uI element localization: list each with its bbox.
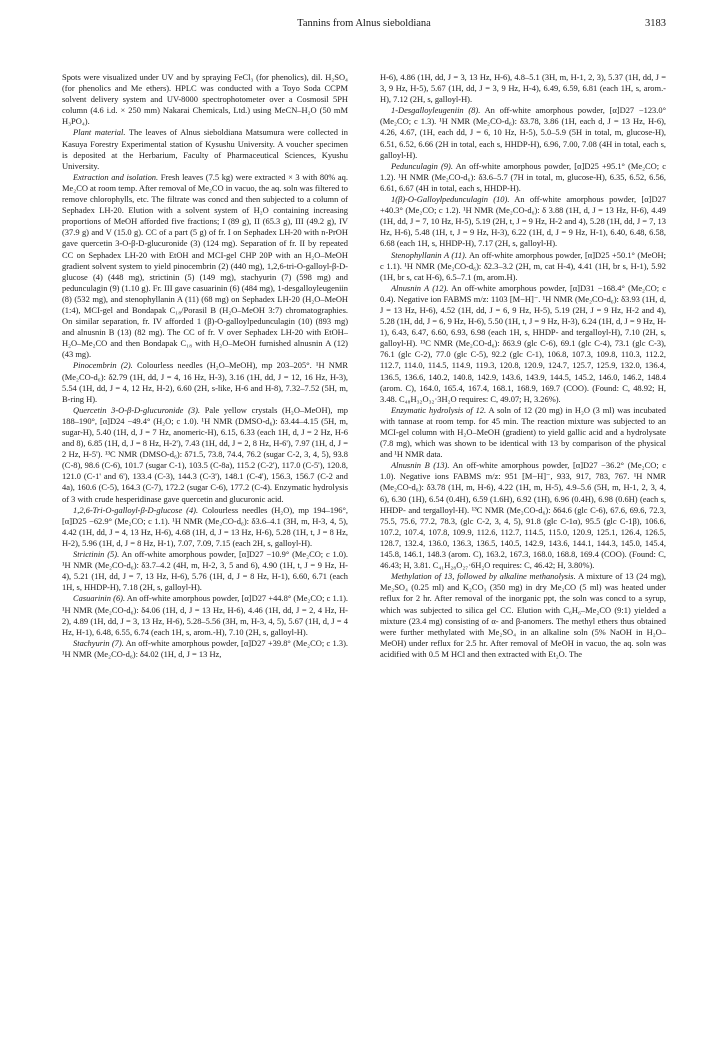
paragraph	[380, 250, 666, 283]
paragraph-text: An off-white amorphous powder, [α]D27 +44.8° (Me₂CO; c 1.1). ¹H NMR (Me₂CO-d₆): δ4.06 (1H, d, J = 13 Hz, H-6), 4.46 (1H, dd, J = 2, 4 Hz, H-2), 4.89 (1H, dd, J = 3, 13 Hz, H-6), 5.28–5.56 (3H, m, H-3, 4, 5), 5.67 (1H, d, J = 4 Hz, H-1), 6.48, 6.55, 6.74 (each 1H, s, arom.-H), 7.10 (2H, s, galloyl-H).	[62, 593, 348, 637]
page-header	[62, 18, 666, 34]
paragraph-heading: Enzymatic hydrolysis of 12.	[391, 404, 487, 415]
paragraph-heading: Plant material.	[73, 127, 126, 138]
paragraph-heading: Extraction and isolation.	[73, 171, 159, 182]
paragraph-text: An off-white amorphous powder, [α]D27 +40.3° (Me₂CO; c 1.2). ¹H NMR (Me₂CO-d₆): δ 3.88 (1H, d, J = 13 Hz, H-6), 4.49 (1H, dd, J = 7, 10 Hz, H-5), 5.19 (2H, t, J = 9 Hz, H-2 and 4), 5.28 (1H, dd, J = 7, 13 Hz, H-6), 5.48 (1H, t, J = 9 Hz, H-3), 6.22 (1H, d, J = 9 Hz, H-1), 6.40, 6.48, 6.58, 6.68 (each 1H, s, HHDP-H), 7.17 (2H, s, galloyl-H).	[380, 194, 666, 249]
paragraph	[380, 105, 666, 160]
paragraph-heading: 1(β)-O-Galloylpedunculagin (10).	[391, 194, 510, 205]
paragraph	[62, 127, 348, 171]
paragraph-text: An off-white amorphous powder, [α]D25 +50.1° (MeOH; c 1.1). ¹H NMR (Me₂CO-d₆): δ2.3–3.2 (2H, m, cat H-4), 4.41 (1H, br s, H-1), 5.92 (1H, br s, cat H-6), 6.5–7.1 (m, arom.H).	[380, 249, 666, 282]
paragraph-text: Colourless needles (H₂O), mp 194–196°, [α]D25 −62.9° (Me₂CO; c 1.1). ¹H NMR (Me₂CO-d₆): δ3.6–4.1 (3H, m, H-3, 4, 5), 4.42 (1H, dd, J = 4, 13 Hz, H-6), 4.68 (1H, d, J = 13 Hz, H-6), 5.28 (1H, t, J = 8 Hz, H-2), 5.96 (1H, d, J = 8 Hz, H-1), 7.07, 7.09, 7.15 (each 2H, s, galloyl-H).	[62, 504, 348, 548]
paragraph-text: The leaves of Alnus sieboldiana Matsumura were collected in Kasuya Forestry Experimental station of Kysushu University. A voucher specimen is deposited at the Herbarium, Faculty of Pharmaceutical Sciences, Kyushu University.	[62, 127, 348, 171]
paragraph-text: Spots were visualized under UV and by spraying FeCl₃ (for phenolics), dil. H₂SO₄ (for phenolics and Me ethers). HPLC was conducted with a Toyo Soda CCPM solvent delivery system and UV-8000 spectrophotometer over a Cosmosil 5PH column (4.6 i.d. × 250 mm) Nakarai Chemicals, Ltd.) using MeCN–H₂O (50 mM H₃PO₄).	[62, 72, 348, 127]
paragraph-heading: Stachyurin (7).	[73, 637, 124, 648]
paragraph-heading: Stenophyllanin A (11).	[391, 249, 467, 260]
paragraph	[62, 549, 348, 593]
paragraph-heading: Methylation of 13, followed by alkaline methanolysis.	[391, 571, 576, 582]
paragraph	[62, 593, 348, 637]
right-column	[380, 72, 666, 660]
paragraph	[380, 405, 666, 460]
paragraph-text: A soln of 12 (20 mg) in H₂O (3 ml) was incubated with tannase at room temp. for 45 min. The reaction mixture was subjected to an MCI-gel column with H₂O–MeOH (gradient) to yield gallic acid and a hydrolysate (7.8 mg), which was shown to be identical with 13 by comparison of the physical and ¹H NMR data.	[380, 404, 666, 460]
paragraph-text: A mixture of 13 (24 mg), Me₂SO₄ (0.25 ml) and K₂CO₃ (350 mg) in dry Me₂CO (5 ml) was heated under reflux for 2 hr. After removal of the inorganic ppt, the soln was concd to a syrup, which was subjected to silica gel CC. Elution with C₆H₆–Me₂CO (9:1) yielded a mixture (23.4 mg) consisting of α- and β-anomers. The methyl ethers thus obtained were further methylated with Me₂SO₄ in an alkaline soln (5% NaOH in H₂O–MeOH) under reflux for 2.5 hr. After removal of MeOH in vacuo, the aq. soln was acidified with 0.5 M HCl and then extracted with Et₂O. The	[380, 571, 666, 659]
paragraph-text: Pale yellow crystals (H₂O–MeOH), mp 188–190°, [α]D24 −49.4° (H₂O; c 1.0). ¹H NMR (DMSO-d₆): δ3.44–4.15 (5H, m, sugar-H), 5.40 (1H, d, J = 7 Hz, anomeric-H), 6.15, 6.33 (each 1H, d, J = 2 Hz, H-6 and 8), 6.85 (1H, d, J = 8 Hz, H-2'), 7.43 (1H, dd, J = 2, 8 Hz, H-6'), 7.97 (1H, d, J = 2 Hz, H-5'). ¹³C NMR (DMSO-d₆): δ71.5, 73.8, 74.4, 76.2 (sugar C-2, 3, 4, 5), 93.8 (C-8), 98.6 (C-6), 101.7 (sugar C-1), 103.5 (C-8a), 115.2 (C-2'), 117.0 (C-5'), 120.8, 121.0 (C-1' and 6'), 133.4 (C-3), 144.3 (C-3'), 148.1 (C-4'), 156.3, 156.7 (C-2 and 4a), 160.6 (C-5), 164.3 (C-7), 172.2 (sugar C-6), 177.2 (C-4). Enzymatic hydrolysis of 3 with crude hesperidinase gave quercetin and glucuronic acid.	[62, 404, 348, 504]
paragraph-heading: Strictinin (5).	[73, 549, 120, 560]
paragraph-heading: Alnusnin A (12).	[391, 282, 449, 293]
paragraph	[62, 72, 348, 127]
paragraph	[62, 405, 348, 505]
paragraph-text: An off-white amorphous powder, [α]D25 +95.1° (Me₂CO; c 1.2). ¹H NMR (Me₂CO-d₆): δ3.6–5.7 (7H in total, m, glucose-H), 6.35, 6.52, 6.56, 6.61, 6.67 (4H in total, each s, HHDP-H).	[380, 160, 666, 193]
paragraph-text: Colourless needles (H₂O–MeOH), mp 203–205°. ¹H NMR (Me₂CO-d₆): δ2.79 (1H, dd, J = 4, 16 Hz, H-3), 3.16 (1H, dd, J = 12, 16 Hz, H-3), 5.54 (1H, dd, J = 4, 12 Hz, H-2), 6.60 (2H, s-like, H-6 and H-8), 7.32–7.52 (5H, m, B-ring H).	[62, 360, 348, 404]
running-title: Tannins from Alnus sieboldiana	[297, 18, 431, 29]
paragraph-heading: 1,2,6-Tri-O-galloyl-β-D-glucose (4).	[73, 504, 199, 515]
paragraph-text: An off-white amorphous powder, [α]D27 −123.0° (Me₂CO; c 1.3). ¹H NMR (Me₂CO-d₆): δ3.78, 3.86 (1H, each d, J = 13 Hz, H-6), 4.26, 4.67, (1H, each dd, J = 6, 10 Hz, H-5), 5.0–5.9 (5H in total, m, glucose-H), 6.51, 6.52, 6.66 (2H in total, each s, HHDP-H), 6.96, 7.00, 7.08 (4H in total, each s, galloyl-H).	[380, 105, 666, 160]
paragraph	[62, 360, 348, 404]
paragraph-heading: Pedunculagin (9).	[391, 160, 453, 171]
paragraph	[62, 172, 348, 361]
paragraph	[62, 505, 348, 549]
paragraph	[380, 194, 666, 249]
paragraph	[380, 460, 666, 571]
left-column	[62, 72, 348, 660]
paragraph-text: An off-white amorphous powder, [α]D31 −168.4° (Me₂CO; c 0.4). Negative ion FABMS m/z: 1103 [M−H]⁻. ¹H NMR (Me₂CO-d₆): δ3.93 (1H, d, J = 13 Hz, H-6), 4.52 (1H, dd, J = 6, 9 Hz, H-5), 5.19 (2H, J = 9 Hz, H-2 and 4), 5.28 (1H, dd, J = 6, 9 Hz, H-6), 5.50 (1H, t, J = 9 Hz, H-3), 6.24 (1H, d, J = 9 Hz, H-1), 6.43, 6.47, 6.60, 6.93, 6.98 (each 1H, s, HHDP- and tergalloyl-H), 7.10 (2H, s, galloyl-H). ¹³C NMR (Me₂CO-d₆): δ63.9 (glc C-6), 69.1 (glc C-4), 73.1 (glc C-3), 76.1 (glc C-2), 77.0 (glc C-5), 92.2 (glc C-1), 106.8, 107.3, 109.8, 110.3, 112.2, 112.7, 114.0, 114.5, 114.9, 119.3, 120.8, 120.9, 124.7, 125.7, 125.9, 132.0, 136.4, 136.5, 136.6, 140.2, 140.8, 142.9, 143.6, 143.9, 144.5, 145.2, 146.0, 146.2, 148.4 (arom. C), 164.0, 165.4, 167.4, 168.1, 168.9, 169.7 (COO). (Found: C, 48.92; H, 3.48. C₄₈H₃₂O₃₂·3H₂O requires: C, 49.07; H, 3.26%).	[380, 282, 666, 404]
paragraph	[380, 72, 666, 105]
paragraph-text: H-6), 4.86 (1H, dd, J = 3, 13 Hz, H-6), 4.8–5.1 (3H, m, H-1, 2, 3), 5.37 (1H, dd, J = 3, 9 Hz, H-5), 5.67 (1H, dd, J = 3, 9 Hz, H-4), 6.49, 6.59, 6.81 (each 1H, s, arom.-H), 7.12 (2H, s, galloyl-H).	[380, 72, 666, 105]
paragraph-heading: Quercetin 3-O-β-D-glucuronide (3).	[73, 404, 201, 415]
paragraph-text: An off-white amorphous powder, [α]D27 −10.9° (Me₂CO; c 1.0). ¹H NMR (Me₂CO-d₆): δ3.7–4.2 (4H, m, H-2, 3, 5 and 6), 4.90 (1H, t, J = 9 Hz, H-4), 5.21 (1H, dd, J = 7, 13 Hz, H-6), 5.76 (1H, d, J = 8 Hz, H-1), 6.60, 6.71 (each 1H, s, HHDP-H), 7.18 (2H, s, galloyl-H).	[62, 549, 348, 593]
paragraph-text: An off-white amorphous powder, [α]D27 +39.8° (Me₂CO; c 1.3). ¹H NMR (Me₂CO-d₆): δ4.02 (1H, d, J = 13 Hz,	[62, 637, 348, 659]
paragraph-text: Fresh leaves (7.5 kg) were extracted × 3 with 80% aq. Me₂CO at room temp. After removal of Me₂CO in vacuo, the aq. soln was filtered to remove chlorophylls, etc. The filtrate was concd and then subjected to a column of Sephadex LH-20. Elution with a solvent system of H₂O containing increasing proportions of MeOH afforded five fractions; I (89 g), II (65.3 g), III (49.2 g), IV (37.9 g) and V (15.0 g). CC of a part (5 g) of fr. I on Sephadex LH-20 with n-PrOH gave quercetin 3-O-β-D-glucuronide (3) (124 mg). Separation of fr. II by repeated CC on Sephadex LH-20 with EtOH and MCI-gel CHP 20P with an H₂O–MeOH gradient solvent system to yield pinocembrin (2) (440 mg), 1,2,6-tri-O-galloyl-β-D-glucose (4) (448 mg), strictinin (5) (149 mg), stachyurin (7) (598 mg) and pedunculagin (9) (1.10 g). Fr. III gave casuarinin (6) (484 mg), 1-desgalloyleugeniin (8) (532 mg), and stenophyllanin A (11) (68 mg) on Sephadex LH-20 (H₂O–MeOH (1:4), MCI-gel and Bondapak C₁₈/Porasil B (H₂O–MeOH 3:7) chromatographies. On similar separation, fr. IV afforded 1 (β)-O-galloylpedunculagin (10) (893 mg) and alnusnin B (13) (82 mg). The CC of fr. V over Sephadex LH-20 with EtOH–H₂O–Me₂CO and then Bondapak C₁₈ with H₂O–MeOH furnished alnusnin A (12) (43 mg).	[62, 171, 348, 360]
paragraph	[380, 161, 666, 194]
paragraph	[380, 571, 666, 660]
paragraph-text: An off-white amorphous powder, [α]D27 −36.2° (Me₂CO; c 1.0). Negative ions FABMS m/z: 951 [M−H]⁻, 933, 917, 783, 767. ¹H NMR (Me₂CO-d₆): δ3.78 (1H, m, H-6), 4.22 (1H, m, H-5), 4.9–5.6 (5H, m, H-1, 2, 3, 4, 6), 6.30 (1H), 6.54 (0.4H), 6.59 (1.6H), 6.92 (1H), 6.96 (0.4H), 6.98 (0.6H) (each s, HHDP- and tergalloyl-H). ¹³C NMR (Me₂CO-d₆): δ64.6 (glc C-6), 67.6, 69.6, 72.3, 75.5, 75.6, 77.2, 78.3, (glc C-2, 3, 4, 5), 91.8 (glc C-1α), 95.5 (glc C-1β), 106.6, 107.2, 107.4, 107.8, 109.9, 112.6, 112.7, 114.5, 115.0, 120.9, 125.1, 126.4, 126.5, 128.7, 132.4, 136.0, 136.3, 136.5, 140.5, 142.9, 143.6, 144.1, 144.3, 145.0, 145.4, 145.8, 146.1, 148.3 (arom. C), 163.2, 167.3, 168.0, 168.8, 169.4 (COO). (Found: C, 46.43; H, 3.81. C₄₁H₂₈O₂₇·6H₂O requires: C, 46.42; H, 3.80%).	[380, 460, 666, 571]
paragraph	[62, 638, 348, 660]
paragraph-heading: Casuarinin (6).	[73, 593, 126, 604]
paragraph	[380, 283, 666, 405]
paragraph-heading: Alnusnin B (13).	[391, 460, 450, 471]
paragraph-heading: Pinocembrin (2).	[73, 360, 133, 371]
page-number: 3183	[645, 18, 666, 29]
paragraph-heading: 1-Desgalloyleugeniin (8).	[391, 105, 481, 116]
